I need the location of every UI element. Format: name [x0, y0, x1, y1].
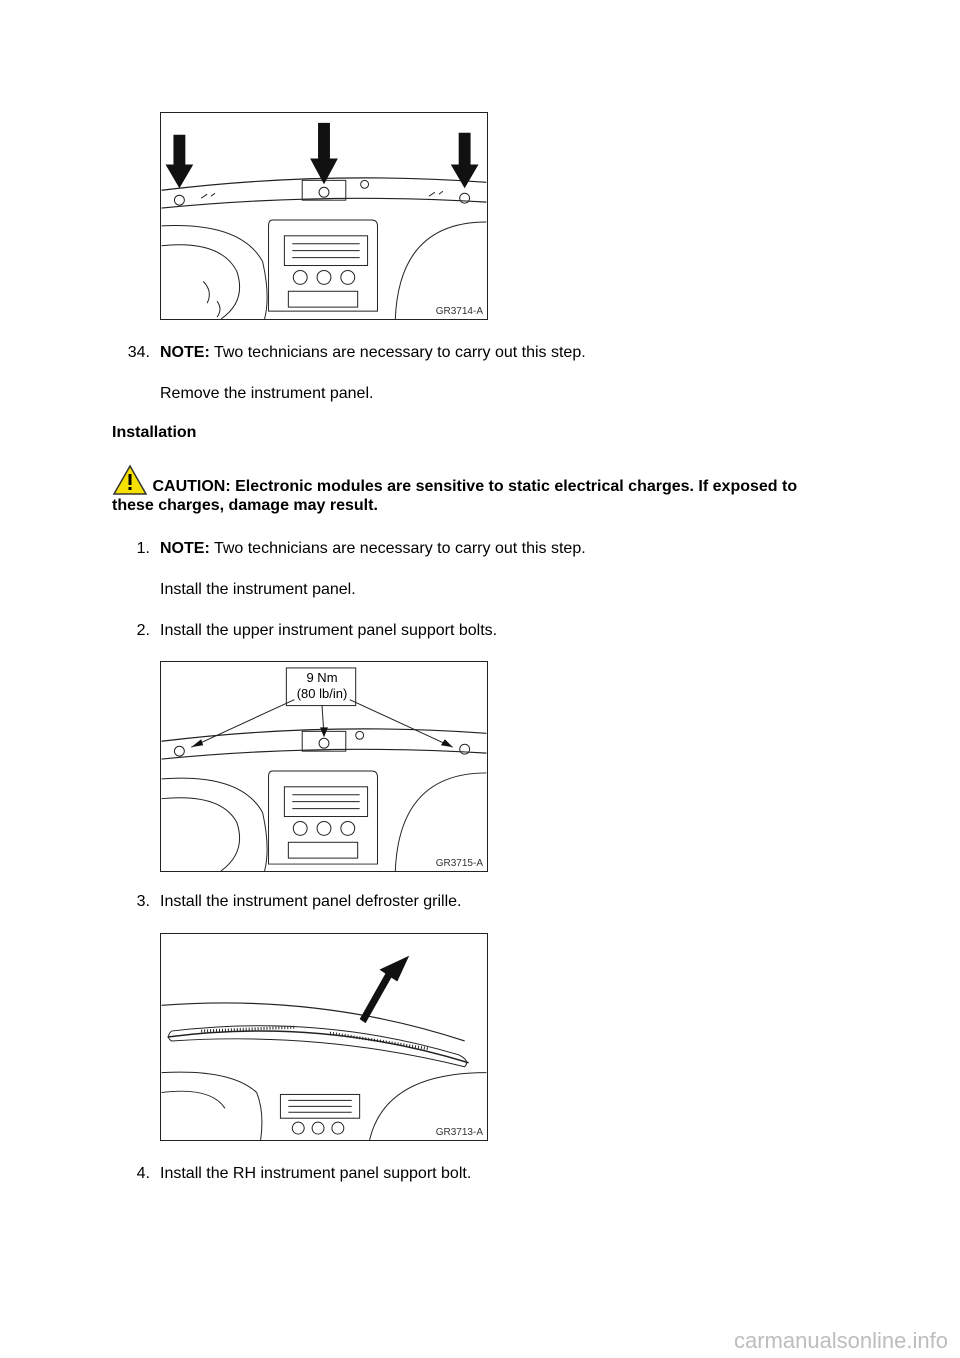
torque-label — [287, 670, 357, 702]
section-heading-installation: Installation — [112, 424, 197, 441]
step-text: Install the RH instrument panel support bolt. — [160, 1165, 472, 1182]
step-note — [160, 343, 840, 363]
dashboard-bolt-locations-illustration — [161, 113, 487, 319]
figure-code: GR3715-A — [435, 858, 483, 869]
figure-code: GR3714-A — [435, 306, 483, 317]
caution-text: CAUTION: Electronic modules are sensitive to static electrical charges. If exposed to these charges, damage may result. — [112, 478, 798, 514]
step-number: 2. — [136, 622, 150, 639]
step-number: 4. — [136, 1165, 150, 1182]
figure-code: GR3713-A — [435, 1127, 483, 1138]
step-number: 1. — [136, 540, 150, 557]
defroster-grille-illustration — [161, 934, 487, 1140]
note-label: NOTE: — [160, 344, 210, 361]
note-text: Two technicians are necessary to carry out this step. — [209, 344, 586, 361]
step-text: Install the instrument panel defroster grille. — [160, 893, 462, 910]
figure-gr3714 — [160, 112, 488, 320]
warning-icon — [112, 464, 148, 496]
arrow — [360, 956, 410, 1023]
step-note — [160, 539, 840, 559]
arrow-left — [166, 135, 194, 188]
torque-value-lbin: (80 lb/in) — [296, 686, 348, 701]
step-34-action: Remove the instrument panel. — [160, 385, 374, 402]
step-text: Install the upper instrument panel support bolts. — [160, 622, 498, 639]
step-number: 34. — [127, 344, 150, 361]
note-label: NOTE: — [160, 540, 210, 557]
arrow-center — [310, 123, 338, 184]
note-text: Two technicians are necessary to carry out this step. — [209, 540, 586, 557]
watermark: carmanualsonline.info — [733, 1328, 948, 1353]
figure-gr3715 — [160, 661, 488, 872]
step-1-action: Install the instrument panel. — [160, 581, 356, 598]
figure-gr3713 — [160, 933, 488, 1141]
caution-notice — [112, 464, 832, 515]
step-number: 3. — [136, 893, 150, 910]
torque-value-nm: 9 Nm — [306, 670, 338, 685]
